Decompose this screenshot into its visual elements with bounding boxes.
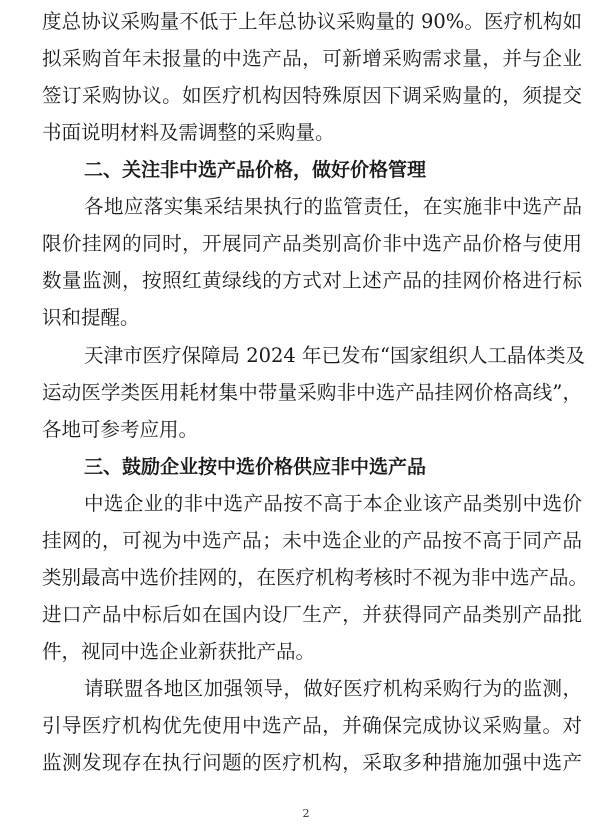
body-text-line: 限价挂网的同时，开展同产品类别高价非中选产品价格与使用 — [42, 232, 582, 255]
body-text-line: 拟采购首年未报量的中选产品，可新增采购需求量，并与企业 — [42, 47, 582, 70]
section-heading-3: 三、鼓励企业按中选价格供应非中选产品 — [84, 456, 427, 478]
body-text-line: 书面说明材料及需调整的采购量。 — [42, 121, 335, 144]
body-text-line: 监测发现存在执行问题的医疗机构，采取多种措施加强中选产 — [42, 751, 582, 774]
body-text-line: 进口产品中标后如在国内设厂生产，并获得同产品类别产品批 — [42, 603, 582, 626]
body-text-line: 挂网的，可视为中选产品；未中选企业的产品按不高于同产品 — [42, 529, 582, 552]
body-text-line: 天津市医疗保障局 2024 年已发布“国家组织人工晶体类及 — [84, 344, 585, 367]
body-text-line: 各地应落实集采结果执行的监管责任，在实施非中选产品 — [84, 195, 582, 218]
section-heading-2: 二、关注非中选产品价格，做好价格管理 — [84, 159, 427, 181]
body-text-line: 各地可参考应用。 — [42, 418, 199, 441]
body-text-line: 请联盟各地区加强领导，做好医疗机构采购行为的监测， — [84, 677, 582, 700]
body-text-line: 类别最高中选价挂网的，在医疗机构考核时不视为非中选产品。 — [42, 566, 589, 589]
body-text-line: 件，视同中选企业新获批产品。 — [42, 640, 316, 663]
body-text-line: 数量监测，按照红黄绿线的方式对上述产品的挂网价格进行标 — [42, 269, 582, 292]
body-text-line: 中选企业的非中选产品按不高于本企业该产品类别中选价 — [84, 492, 582, 515]
page-number: 2 — [302, 807, 310, 820]
body-text-line: 度总协议采购量不低于上年总协议采购量的 90%。医疗机构如 — [42, 10, 582, 33]
body-text-line: 识和提醒。 — [42, 306, 140, 329]
body-text-line: 签订采购协议。如医疗机构因特殊原因下调采购量的，须提交 — [42, 84, 582, 107]
body-text-line: 运动医学类医用耗材集中带量采购非中选产品挂网价格高线”， — [42, 381, 582, 404]
body-text-line: 引导医疗机构优先使用中选产品，并确保完成协议采购量。对 — [42, 714, 582, 737]
